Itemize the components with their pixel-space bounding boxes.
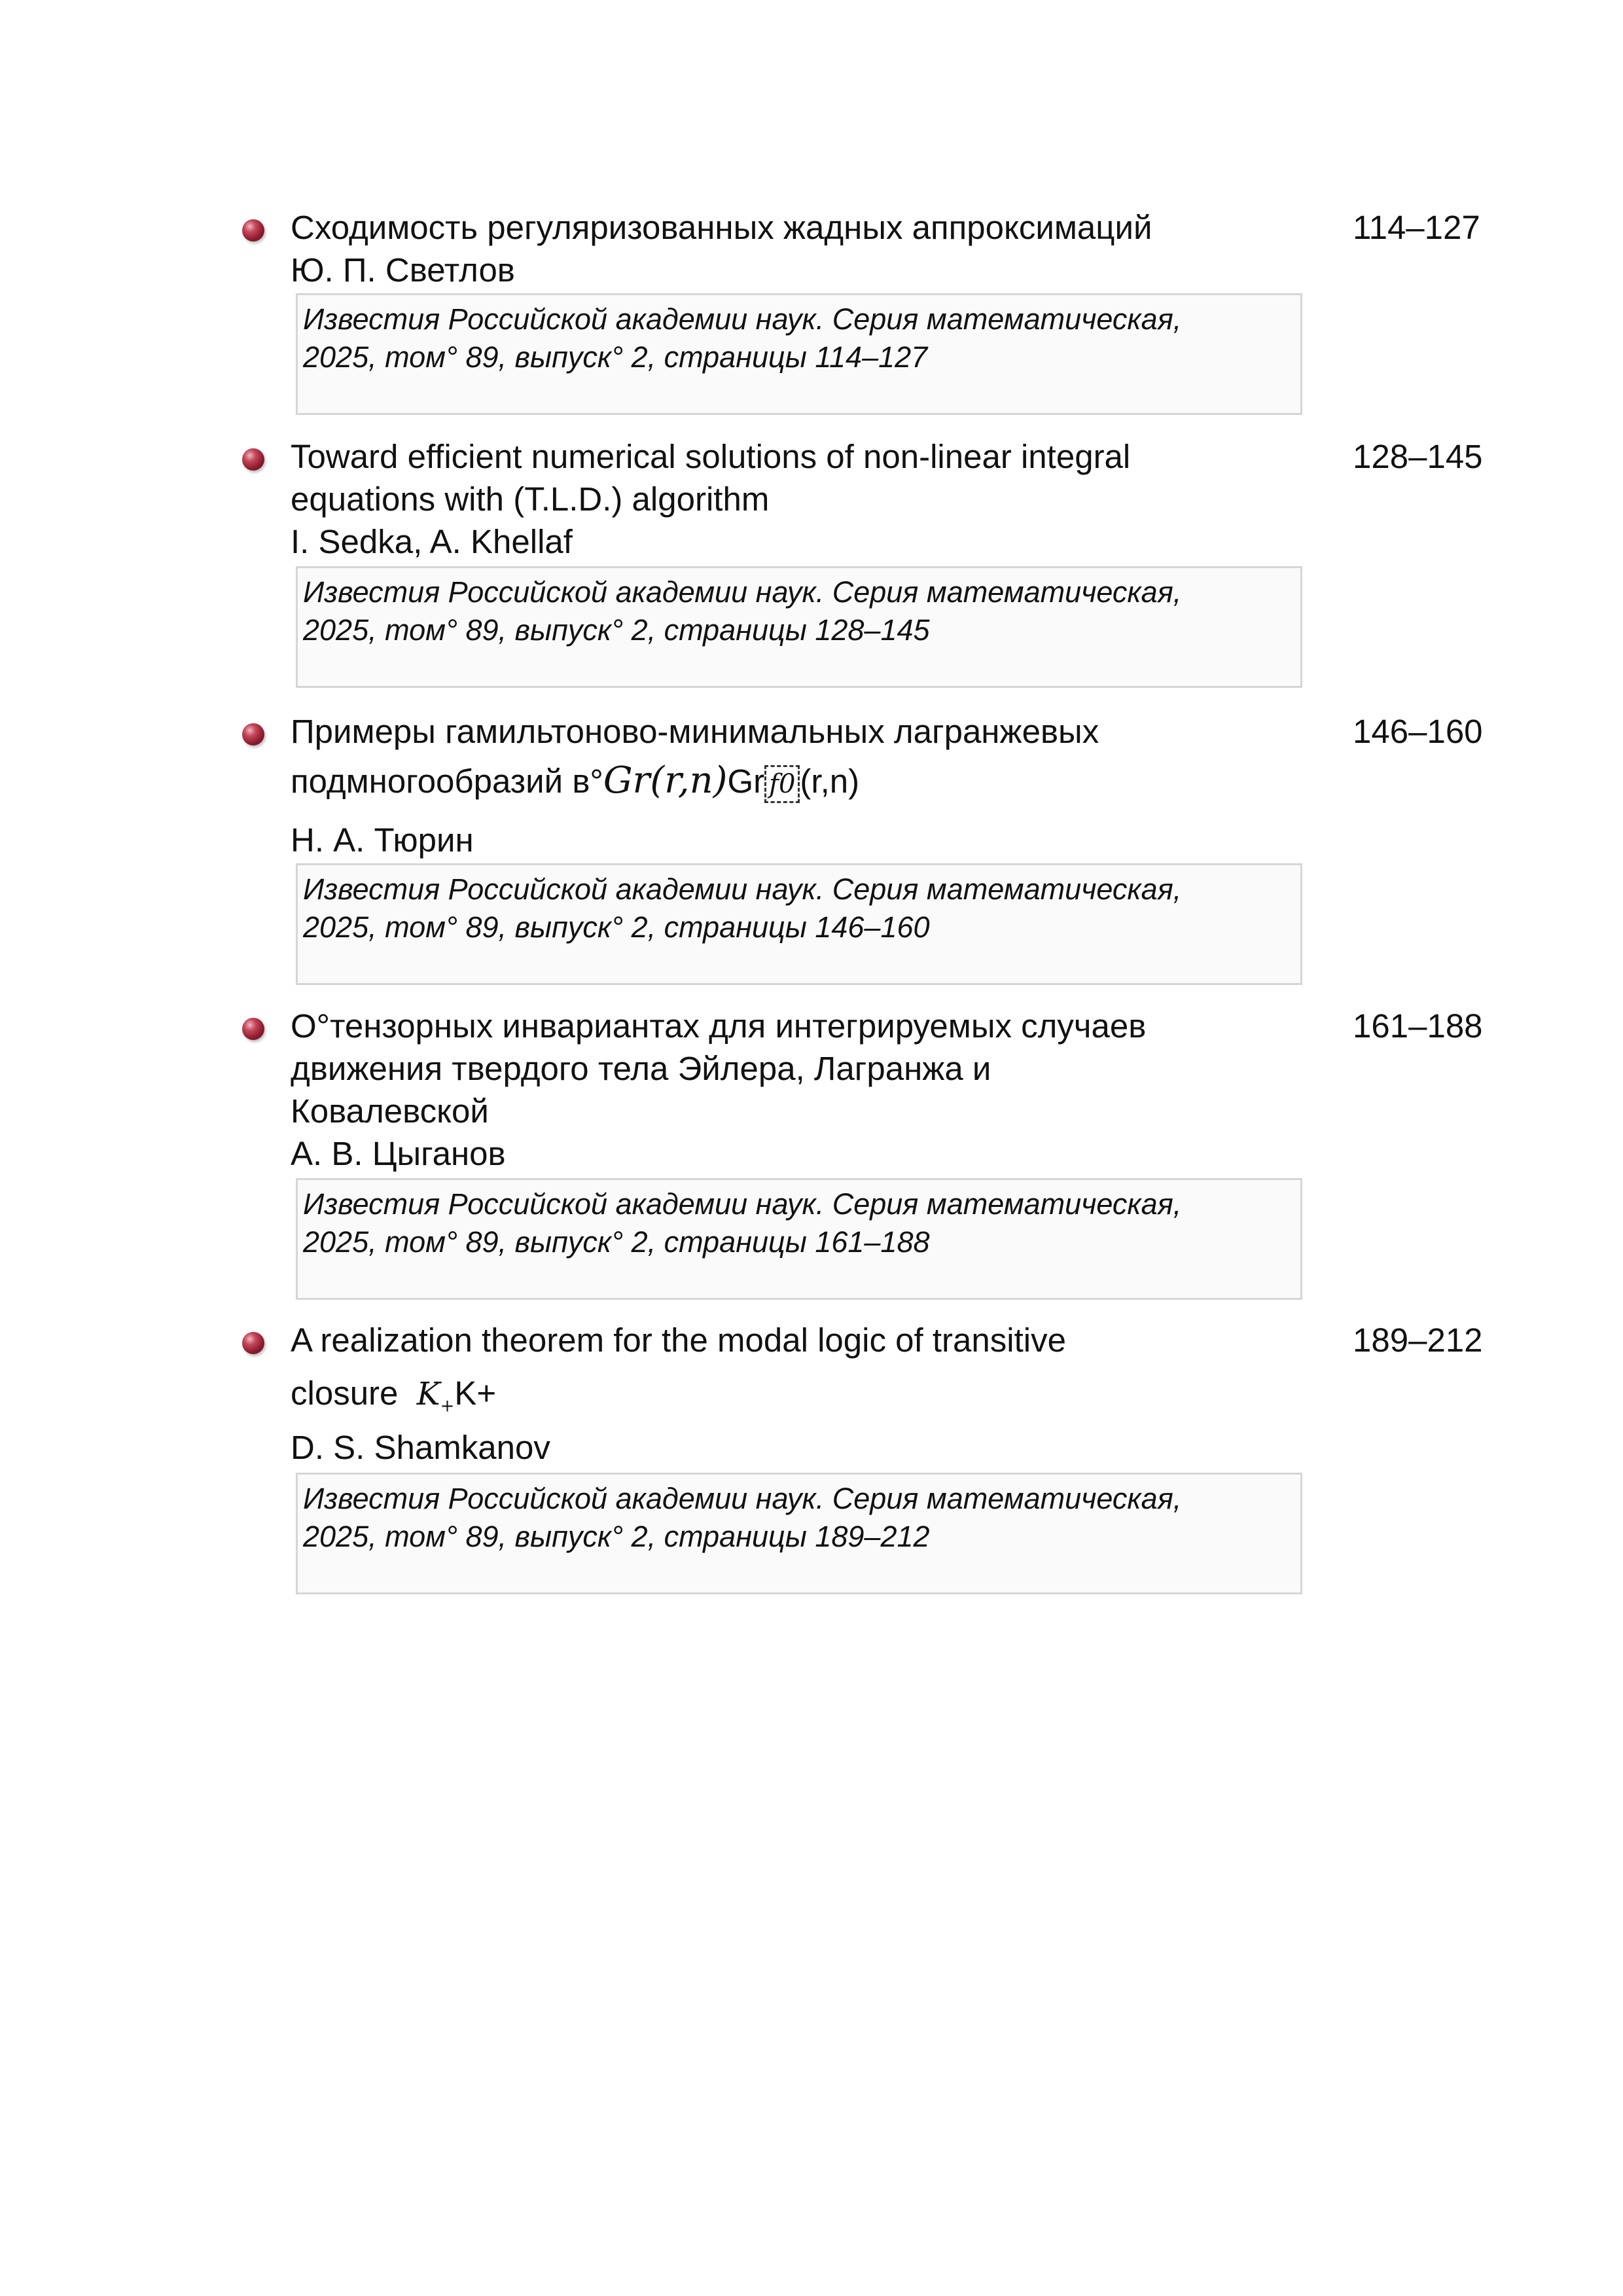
title-line: equations with (T.L.D.) algorithm: [291, 480, 770, 518]
bullet-icon: [242, 448, 264, 471]
citation-box: [296, 863, 1302, 985]
bullet-icon: [242, 219, 264, 242]
article-title-link[interactable]: [291, 206, 1259, 249]
citation-line: Известия Российской академии наук. Серия математическая,: [303, 575, 1182, 609]
authors: А. В. Цыганов: [291, 1135, 506, 1172]
toc-entry: [242, 1005, 1512, 1312]
citation-line: 2025, том° 89, выпуск° 2, страницы 161–188: [303, 1225, 930, 1259]
toc-entry: [242, 710, 1512, 992]
citation-box: [296, 293, 1302, 415]
citation-box: [296, 1473, 1302, 1594]
page-range: 146–160: [1353, 713, 1483, 750]
title-text: Gr: [727, 762, 765, 800]
page-range: 114–127: [1353, 209, 1480, 246]
citation-line: 2025, том° 89, выпуск° 2, страницы 114–127: [303, 340, 928, 374]
citation-line: Известия Российской академии наук. Серия математическая,: [303, 872, 1182, 906]
title-line: Сходимость регуляризованных жадных аппроксимаций: [291, 209, 1152, 246]
bullet-icon: [242, 1332, 264, 1354]
math-formula: $K_+$: [416, 1376, 455, 1416]
title-line: Toward efficient numerical solutions of non-linear integral: [291, 438, 1131, 475]
citation-line: Известия Российской академии наук. Серия математическая,: [303, 1482, 1182, 1515]
math-formula: Gr(r,n): [603, 759, 728, 802]
citation-line: 2025, том° 89, выпуск° 2, страницы 128–145: [303, 613, 930, 647]
toc-entry: [242, 1319, 1512, 1600]
page-range: 128–145: [1353, 438, 1483, 475]
article-title-link[interactable]: [291, 435, 1259, 520]
toc-entry: [242, 206, 1512, 422]
title-line-with-math: [291, 759, 1259, 803]
bullet-icon: [242, 723, 264, 745]
title-text: K+: [454, 1374, 497, 1412]
title-line: A realization theorem for the modal logic of transitive: [291, 1321, 1066, 1359]
title-line: Ковалевской: [291, 1092, 489, 1130]
authors: Ю. П. Светлов: [291, 251, 515, 289]
authors: D. S. Shamkanov: [291, 1429, 550, 1466]
article-title-link[interactable]: [291, 710, 1259, 803]
title-text: (r,n): [800, 762, 860, 800]
citation-box: [296, 1178, 1302, 1300]
math-fallback-box: f0: [764, 765, 800, 803]
title-text: подмногообразий в°: [291, 762, 603, 800]
citation-line: 2025, том° 89, выпуск° 2, страницы 189–212: [303, 1520, 930, 1553]
title-line-with-math: [291, 1372, 1259, 1428]
bullet-icon: [242, 1018, 264, 1040]
citation-line: 2025, том° 89, выпуск° 2, страницы 146–160: [303, 910, 930, 944]
article-title-link[interactable]: [291, 1005, 1259, 1132]
title-text: closure: [291, 1374, 399, 1412]
citation-line: Известия Российской академии наук. Серия математическая,: [303, 302, 1182, 336]
authors: I. Sedka, A. Khellaf: [291, 523, 573, 560]
authors: Н. А. Тюрин: [291, 821, 474, 859]
citation-box: [296, 566, 1302, 688]
article-title-link[interactable]: [291, 1319, 1259, 1428]
title-line: О°тензорных инвариантах для интегрируемых случаев: [291, 1007, 1147, 1045]
toc-entry: [242, 435, 1512, 697]
citation-line: Известия Российской академии наук. Серия математическая,: [303, 1187, 1182, 1221]
page-range: 161–188: [1353, 1007, 1483, 1045]
title-line: движения твердого тела Эйлера, Лагранжа и: [291, 1050, 991, 1087]
page-range: 189–212: [1353, 1321, 1483, 1359]
title-line: Примеры гамильтоново-минимальных лагранжевых: [291, 713, 1099, 750]
